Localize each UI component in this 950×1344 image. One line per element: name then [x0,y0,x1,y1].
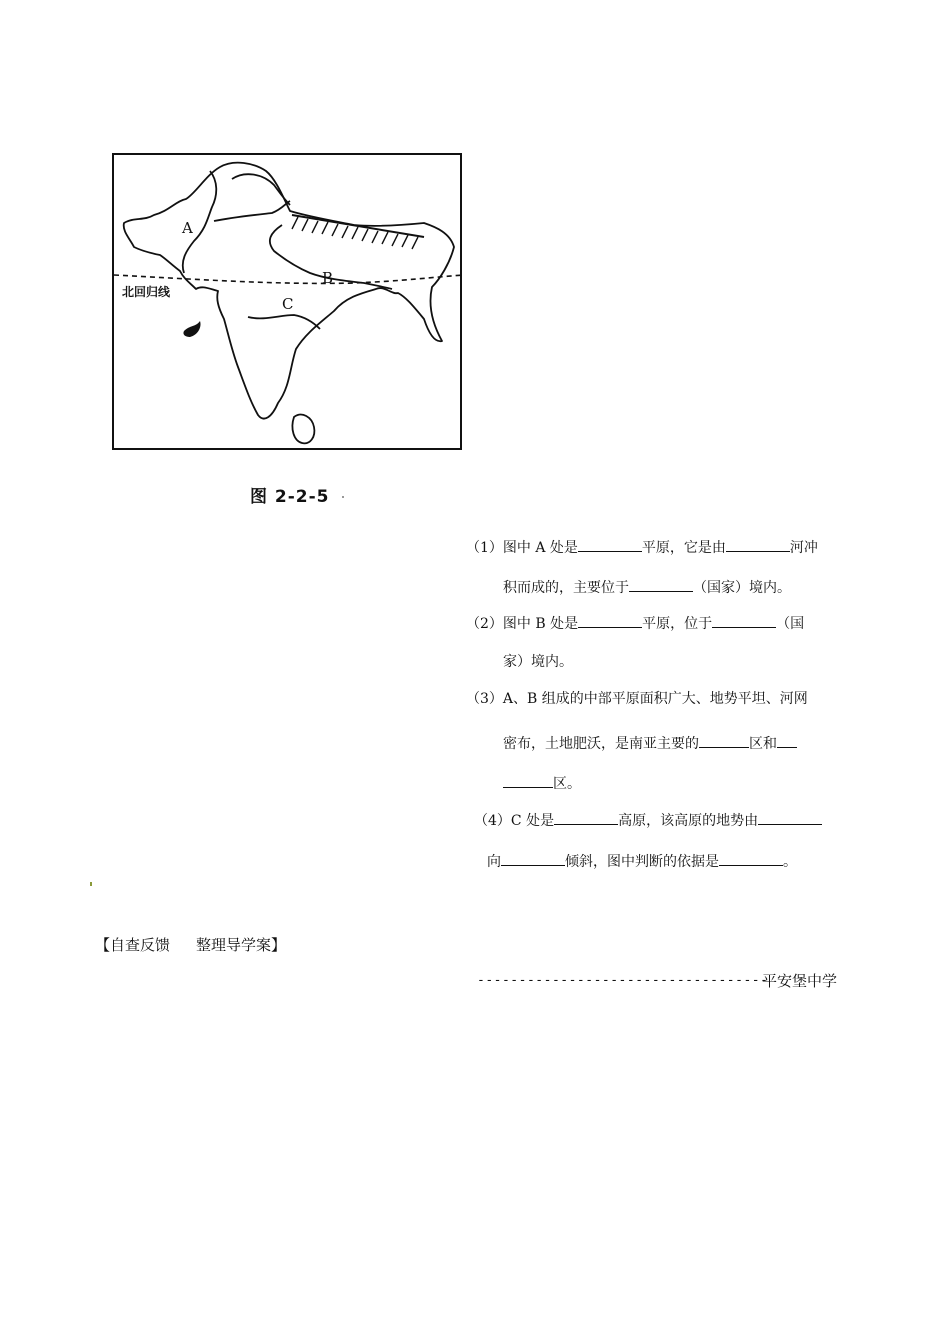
q4-line2 [487,851,797,871]
q4-text-5: 。 [783,854,797,870]
q1-text-4: 积而成的，主要位于 [503,580,629,596]
q3-blank-1[interactable] [699,733,749,748]
q3-line1 [466,690,808,708]
q4-text-2: 高原，该高原的地势由 [618,813,759,829]
feedback-text-2: 整理导学案】 [196,936,287,954]
q2-text-2: 平原，位于 [642,616,713,632]
feedback-text-1: 【自查反馈 [95,936,171,954]
q4-text-4: 倾斜，图中判断的依据是 [565,854,719,870]
q1-text-2: 平原，它是由 [641,540,726,556]
q3-text-2: 密布，土地肥沃，是南亚主要的 [503,736,699,752]
sri-lanka [292,415,314,444]
himalaya-hatching [292,215,424,249]
stray-mark [90,882,92,886]
q4-prefix: （4）C 处是 [474,813,555,829]
caption-dot [342,496,344,498]
q3-line2 [503,733,797,753]
q1-blank-2[interactable] [726,537,790,552]
figure-caption: 图 2-2-5 [250,487,330,507]
q1-blank-1[interactable] [578,537,642,552]
q4-blank-1[interactable] [554,810,618,825]
q4-blank-3[interactable] [501,851,565,866]
q1-blank-3[interactable] [629,577,693,592]
q3-text-1: （3）A、B 组成的中部平原面积广大、地势平坦、河网 [466,691,808,707]
q1-text-3: 河冲 [789,540,818,556]
q2-text-3: （国 [776,616,805,632]
indus-tributary [214,201,290,221]
q2-prefix: （2）图中 B 处是 [466,616,579,632]
q3-line3 [503,773,581,793]
q1-line1 [466,537,818,557]
self-check-heading [95,934,286,955]
q2-line1 [466,613,804,633]
label-c: C [282,295,294,313]
q4-blank-2[interactable] [758,810,822,825]
inner-ridge [232,174,290,205]
q4-blank-4[interactable] [719,851,783,866]
q3-blank-2b[interactable] [503,773,553,788]
school-name: 平安堡中学 [762,972,838,990]
footer-dashes: ----------------------------------- [477,973,769,988]
q4-text-3: 向 [487,854,501,870]
map-figure [112,153,462,450]
q4-line1 [474,810,822,830]
q1-text-5: （国家）境内。 [693,580,791,596]
island-mark [183,321,200,337]
q3-text-3: 区和 [749,736,777,752]
q2-blank-1[interactable] [578,613,642,628]
q2-text-4: 家）境内。 [503,654,573,670]
label-a: A [182,219,193,237]
q2-line2 [503,653,573,671]
q1-prefix: （1）图中 A 处是 [466,540,578,556]
q1-line2 [503,577,791,597]
label-b: B [322,269,334,287]
tropic-label: 北回归线 [122,285,171,299]
q3-text-4: 区。 [553,776,581,792]
q3-blank-2a[interactable] [777,733,797,748]
q2-blank-2[interactable] [712,613,776,628]
peninsula-river [248,315,320,329]
